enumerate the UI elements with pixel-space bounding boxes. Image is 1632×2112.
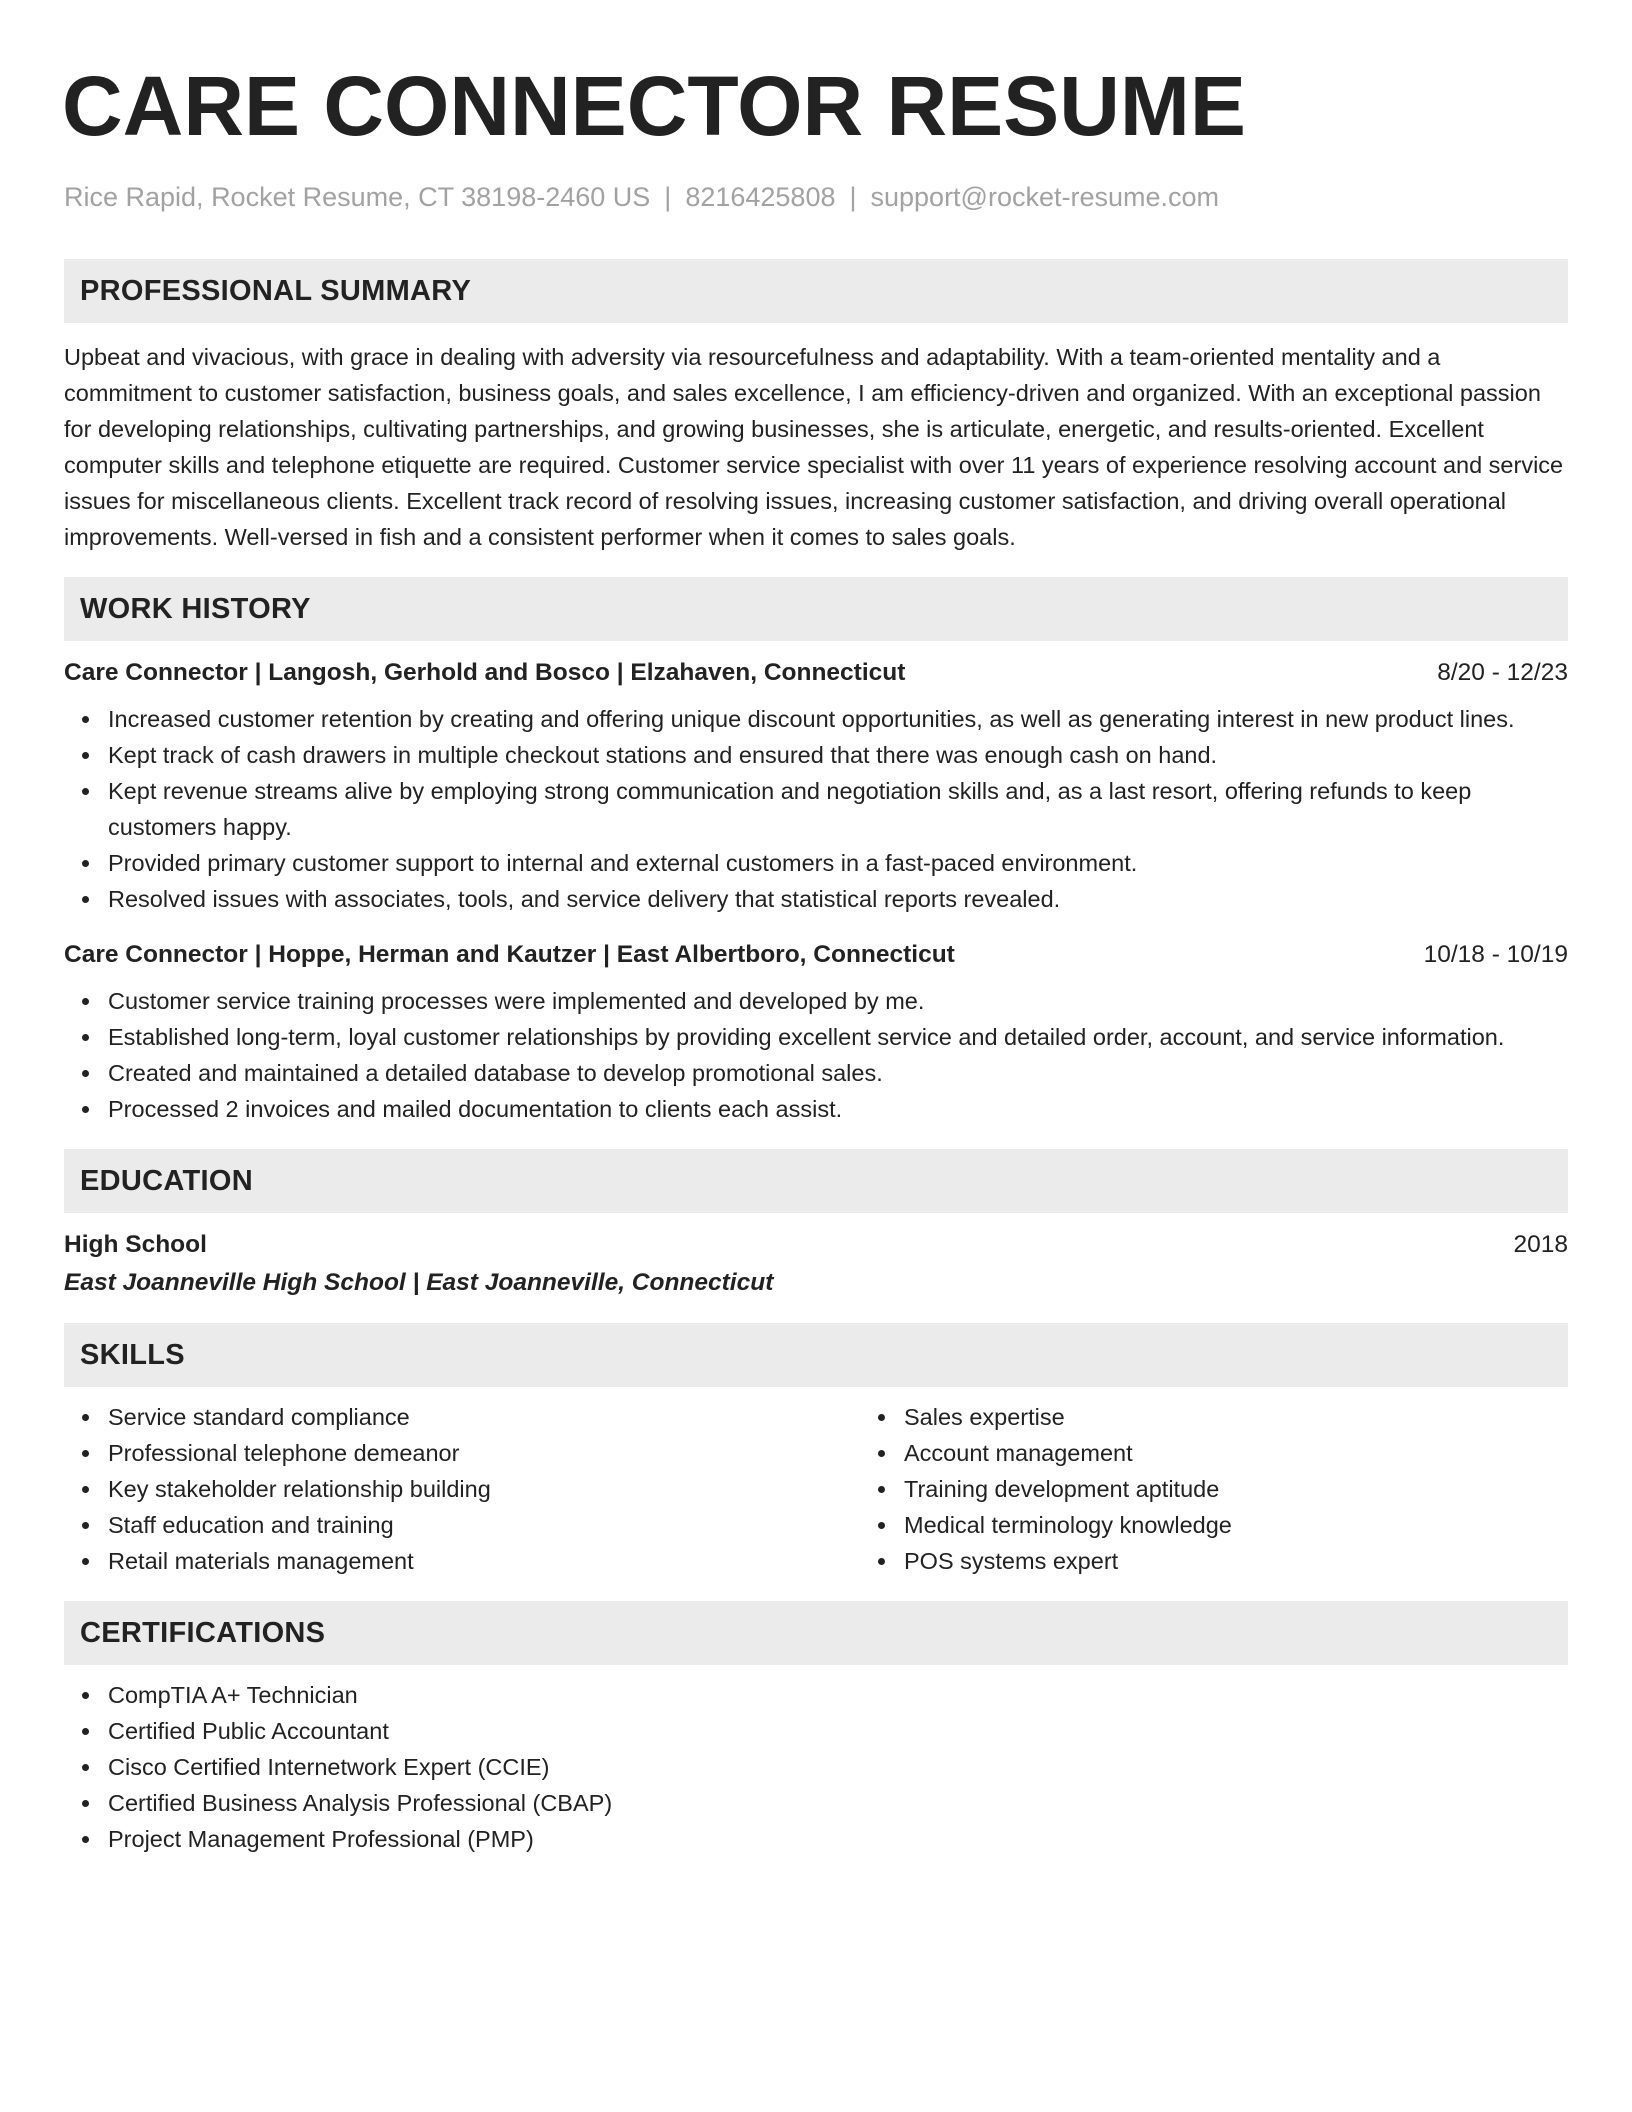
- summary-text: Upbeat and vivacious, with grace in dealing with adversity via resourcefulness and adaptability. With a team-oriented mentality and a commitment to customer satisfaction, business goals, and sales excellence, I am efficiency-driven and organized. With an exceptional passion for developing relationships, cultivating partnerships, and growing businesses, she is articulate, energetic, and results-oriented. Excellent computer skills and telephone etiquette are required. Customer service specialist with over 11 years of experience resolving account and service issues for miscellaneous clients. Excellent track record of resolving issues, increasing customer satisfaction, and driving overall operational improvements. Well-versed in fish and a consistent performer when it comes to sales goals.: [64, 344, 1564, 550]
- job-header: [64, 657, 1568, 689]
- job-bullets: [64, 701, 1568, 917]
- job-entry: [64, 657, 1568, 917]
- section-header-certifications: CERTIFICATIONS: [64, 1601, 1568, 1665]
- contact-line: [64, 182, 1568, 213]
- contact-email: support@rocket-resume.com: [870, 182, 1220, 212]
- education-school: East Joanneville High School | East Joanneville, Connecticut: [64, 1269, 774, 1296]
- skill-item: Medical terminology knowledge: [904, 1507, 1632, 1543]
- resume-title: CARE CONNECTOR RESUME: [62, 59, 1246, 153]
- job-bullet: Customer service training processes were implemented and developed by me.: [108, 983, 1568, 1019]
- contact-separator: |: [849, 182, 857, 212]
- skill-item: Account management: [904, 1435, 1632, 1471]
- job-bullet: Kept track of cash drawers in multiple checkout stations and ensured that there was enough cash on hand.: [108, 737, 1568, 773]
- section-header-education: EDUCATION: [64, 1149, 1568, 1213]
- job-bullet: Increased customer retention by creating and offering unique discount opportunities, as well as generating interest in new product lines.: [108, 701, 1568, 737]
- contact-separator: |: [664, 182, 672, 212]
- job-dates: 8/20 - 12/23: [1437, 659, 1568, 686]
- certification-item: CompTIA A+ Technician: [108, 1677, 1568, 1713]
- skill-item: Retail materials management: [108, 1543, 860, 1579]
- job-bullet: Provided primary customer support to internal and external customers in a fast-paced environment.: [108, 845, 1568, 881]
- job-bullet: Processed 2 invoices and mailed documentation to clients each assist.: [108, 1091, 1568, 1127]
- job-bullet: Kept revenue streams alive by employing strong communication and negotiation skills and, as a last resort, offering refunds to keep customers happy.: [108, 773, 1568, 845]
- skill-item: Professional telephone demeanor: [108, 1435, 860, 1471]
- skill-item: Service standard compliance: [108, 1399, 860, 1435]
- skills-list-left: [64, 1399, 860, 1579]
- section-header-summary: PROFESSIONAL SUMMARY: [64, 259, 1568, 323]
- education-degree: High School: [64, 1231, 207, 1258]
- contact-phone: 8216425808: [685, 182, 836, 212]
- job-dates: 10/18 - 10/19: [1423, 941, 1568, 968]
- skill-item: Staff education and training: [108, 1507, 860, 1543]
- job-bullet: Resolved issues with associates, tools, and service delivery that statistical reports revealed.: [108, 881, 1568, 917]
- certification-item: Project Management Professional (PMP): [108, 1821, 1568, 1857]
- job-entry: [64, 939, 1568, 1127]
- skill-item: Key stakeholder relationship building: [108, 1471, 860, 1507]
- certification-item: Certified Business Analysis Professional (CBAP): [108, 1785, 1568, 1821]
- skills-list-right: [860, 1399, 1632, 1579]
- skill-item: Training development aptitude: [904, 1471, 1632, 1507]
- education-year: 2018: [1513, 1231, 1568, 1258]
- section-header-work-history: WORK HISTORY: [64, 577, 1568, 641]
- section-header-skills: SKILLS: [64, 1323, 1568, 1387]
- contact-address: Rice Rapid, Rocket Resume, CT 38198-2460 US: [64, 182, 651, 212]
- skills-columns: [64, 1387, 1568, 1579]
- certification-item: Certified Public Accountant: [108, 1713, 1568, 1749]
- job-bullet: Created and maintained a detailed database to develop promotional sales.: [108, 1055, 1568, 1091]
- education-header: [64, 1229, 1568, 1261]
- job-header: [64, 939, 1568, 971]
- job-bullet: Established long-term, loyal customer relationships by providing excellent service and detailed order, account, and service information.: [108, 1019, 1568, 1055]
- certification-item: Cisco Certified Internetwork Expert (CCIE): [108, 1749, 1568, 1785]
- job-title: Care Connector | Hoppe, Herman and Kautzer | East Albertboro, Connecticut: [64, 941, 955, 968]
- skill-item: Sales expertise: [904, 1399, 1632, 1435]
- skill-item: POS systems expert: [904, 1543, 1632, 1579]
- job-bullets: [64, 983, 1568, 1127]
- education-entry: [64, 1229, 1568, 1301]
- certifications-list: [64, 1677, 1568, 1857]
- job-title: Care Connector | Langosh, Gerhold and Bosco | Elzahaven, Connecticut: [64, 659, 906, 686]
